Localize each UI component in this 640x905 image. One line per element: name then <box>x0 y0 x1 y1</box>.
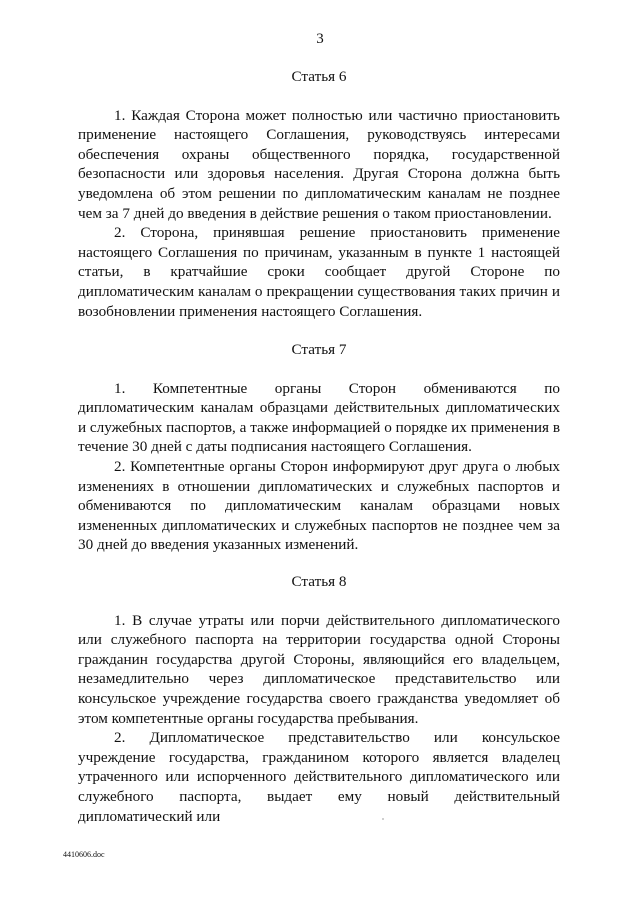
spacer <box>78 87 560 106</box>
article-7 <box>78 340 560 555</box>
article-8 <box>78 572 560 826</box>
article-8-paragraph-2: 2. Дипломатическое представительство или консульское учреждение государства, гражданином которого является владелец утраченного или испорченного действительного дипломатического или служебного паспорта, выдает ему новый действительный дипломатический или <box>78 729 560 825</box>
article-6-paragraph-1: 1. Каждая Сторона может полностью или частично приостановить применение настоящего Соглашения, руководствуясь интересами обеспечения охраны общественного порядка, государственной безопасности или здоровья населения. Другая Сторона должна быть уведомлена об этом решении по дипломатическим каналам не позднее чем за 7 дней до введения в действие решения о таком приостановлении. <box>78 106 560 222</box>
article-8-title: Статья 8 <box>291 573 347 590</box>
article-6 <box>78 67 560 321</box>
article-8-paragraph-1: 1. В случае утраты или порчи действительного дипломатического или служебного паспорта на территории государства одной Стороны гражданин государства другой Стороны, являющийся его владельцем, незамедлительно через дипломатическое представительство или консульское учреждение государства своего гражданства уведомляет об этом компетентные органы государства пребывания. <box>78 611 560 727</box>
spacer <box>78 592 560 611</box>
footer-file-name: 4410606.doc <box>63 850 105 859</box>
article-6-title: Статья 6 <box>291 68 347 85</box>
article-6-paragraph-2: 2. Сторона, принявшая решение приостановить применение настоящего Соглашения по причинам, указанным в пункте 1 настоящей статьи, в кратчайшие сроки сообщает другой Стороне по дипломатическим каналам о прекращении существования таких причин и возобновлении применения настоящего Соглашения. <box>78 224 560 320</box>
page-number: 3 <box>316 31 324 47</box>
scan-speck <box>382 818 384 820</box>
spacer <box>78 360 560 379</box>
article-7-paragraph-1: 1. Компетентные органы Сторон обмениваются по дипломатическим каналам образцами действительных дипломатических и служебных паспортов, а также информацией о порядке их применения в течение 30 дней с даты подписания настоящего Соглашения. <box>78 379 560 456</box>
article-7-paragraph-2: 2. Компетентные органы Сторон информируют друг друга о любых изменениях в отношении дипломатических и служебных паспортов и обмениваются по дипломатическим каналам образцами новых измененных дипломатических и служебных паспортов не позднее чем за 30 дней до введения указанных изменений. <box>78 457 560 554</box>
article-7-title: Статья 7 <box>291 341 347 358</box>
